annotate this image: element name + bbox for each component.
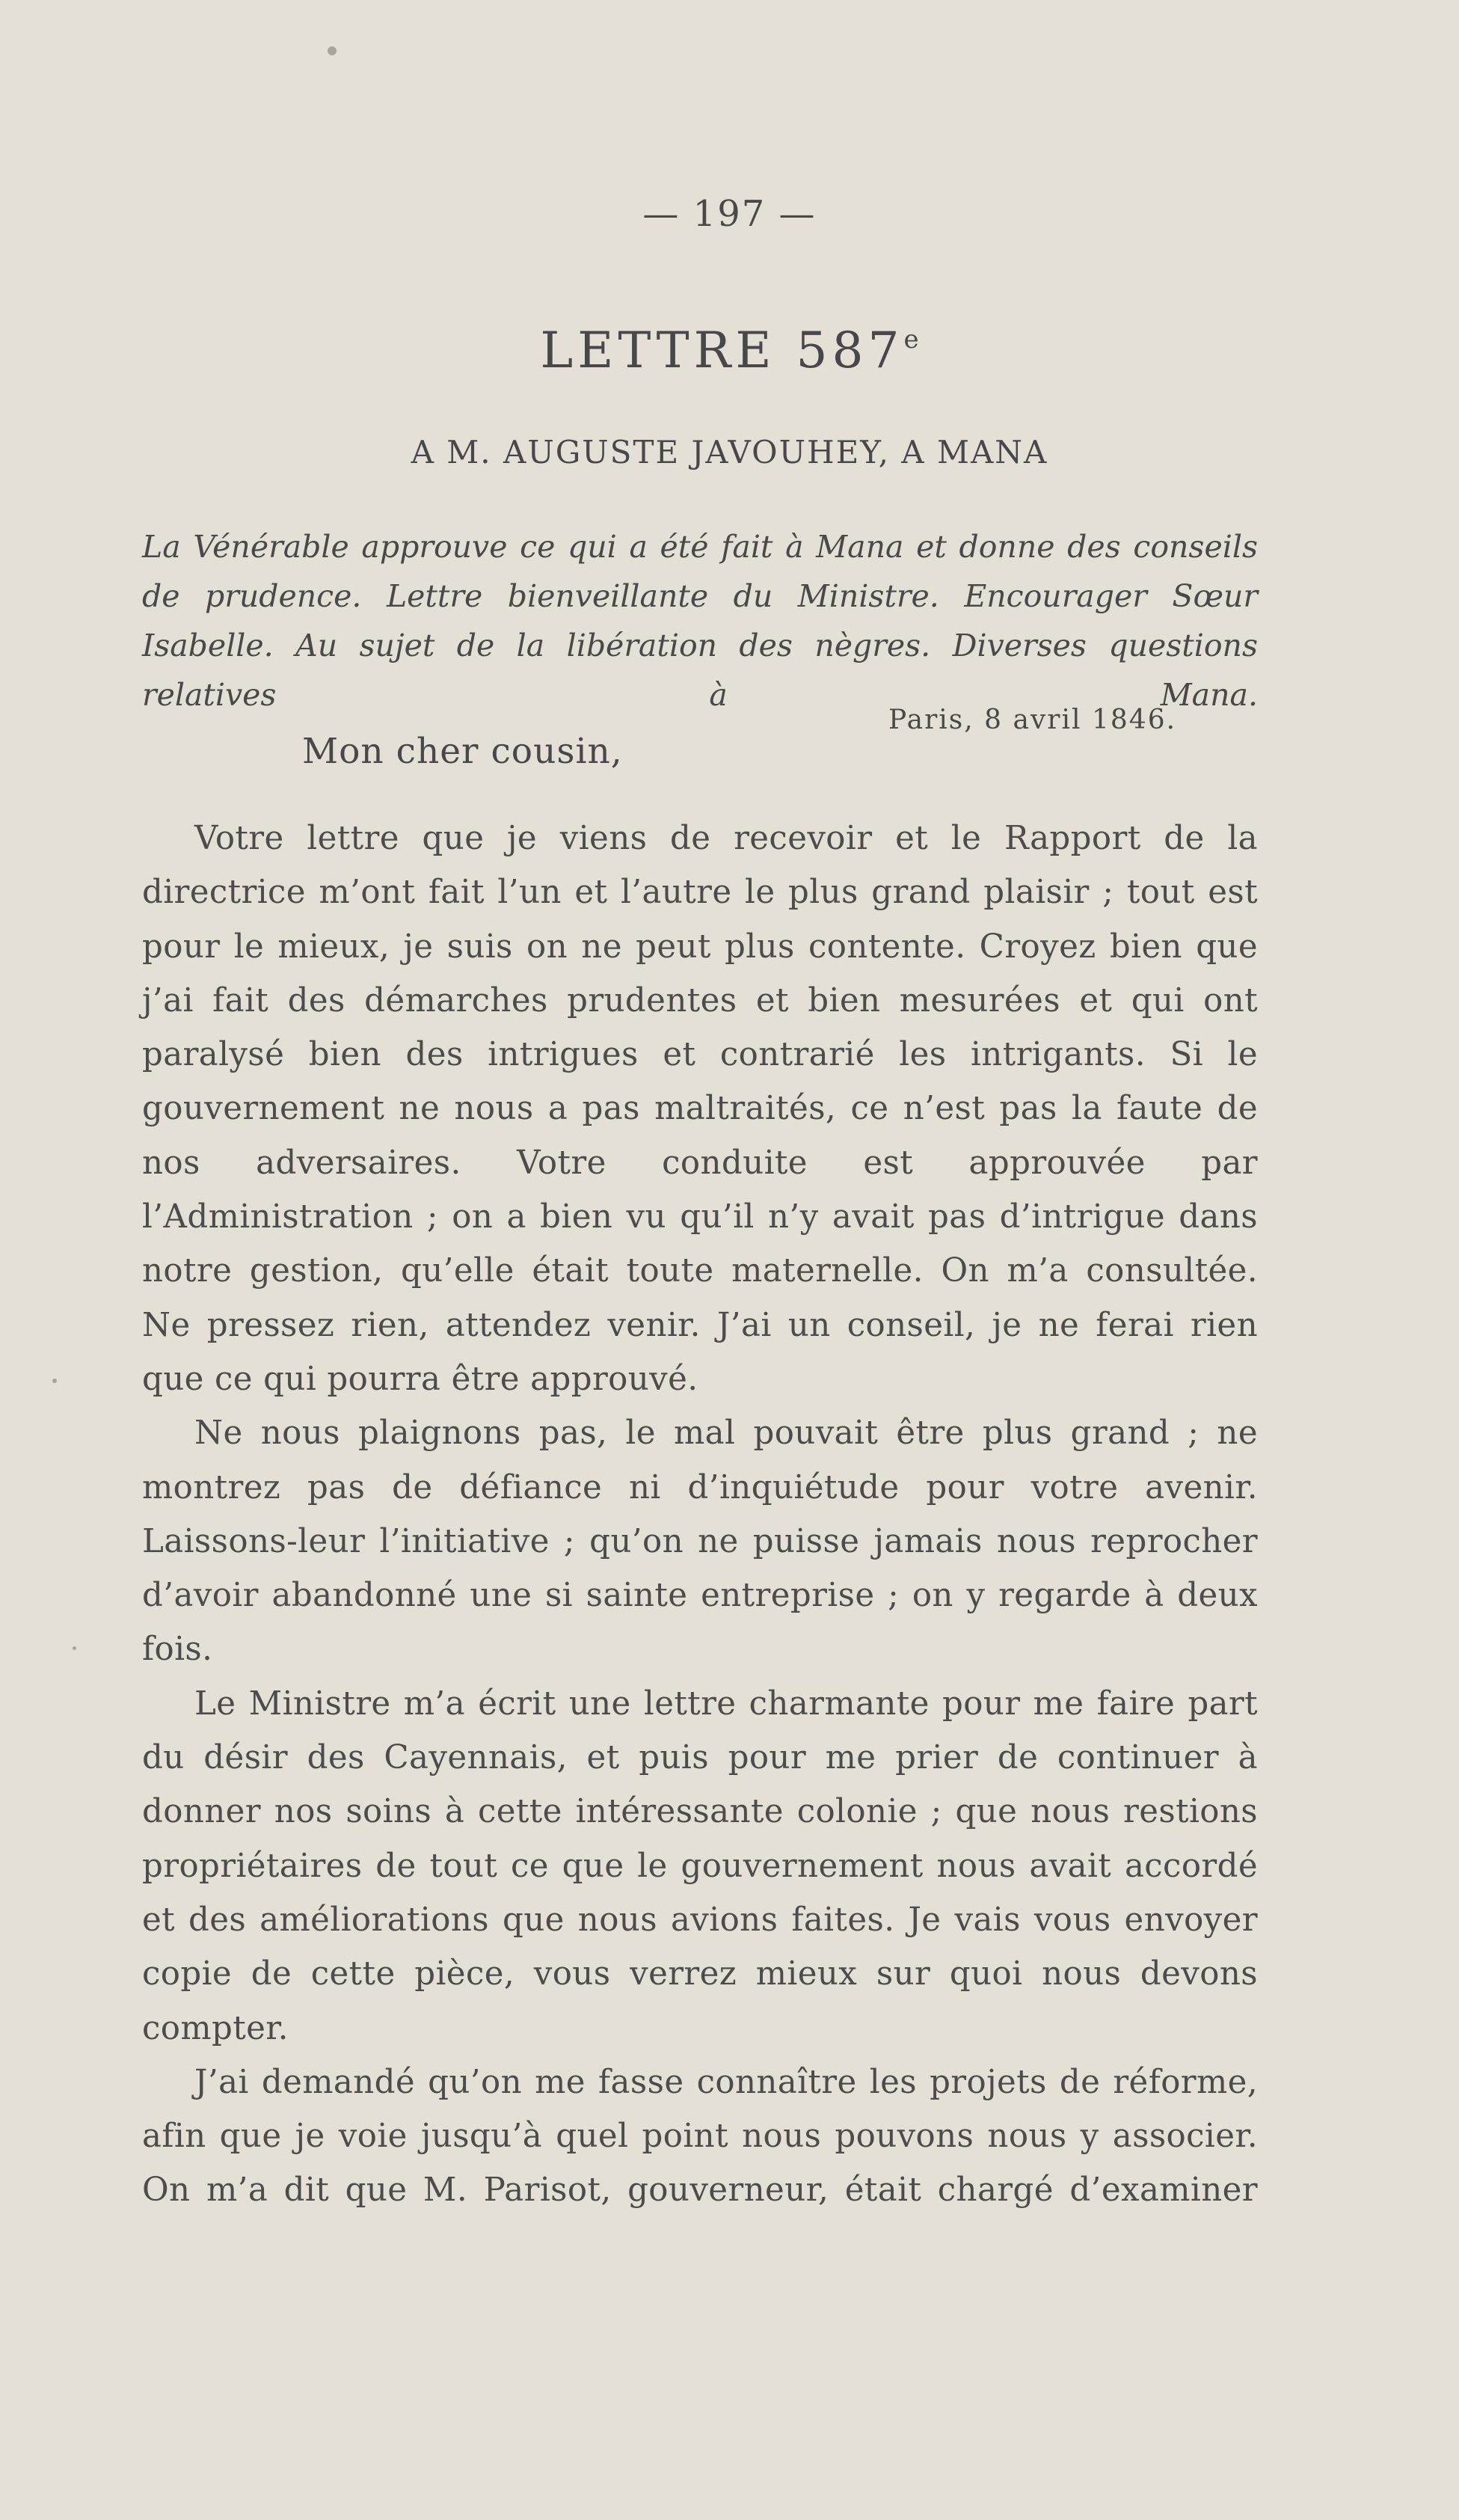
letter-recipient: A M. AUGUSTE JAVOUHEY, A MANA: [411, 434, 1048, 470]
letter-date: Paris, 8 avril 1846.: [888, 705, 1177, 735]
paper-speck: [52, 1379, 57, 1383]
letter-title-suffix: e: [903, 325, 919, 355]
paragraph: J’ai demandé qu’on me fasse connaître les projets de réforme, afin que je voie jusqu’à quel point nous pouvons nous y associer. On m’a dit que M. Parisot, gouverneur, était chargé d’examiner: [142, 2063, 1258, 2210]
paragraph: Votre lettre que je viens de recevoir et le Rapport de la directrice m’ont fait l’un et l’autre le plus grand plaisir ; tout est pour le mieux, je suis on ne peut plus contente. Croyez bien que j’ai fait des démarches prudentes et bien mesurées et qui ont paralysé bien des intrigues et contrarié les intrigants. Si le gouvernement ne nous a pas maltraités, ce n’est pas la faute de nos adversaires. Votre conduite est approuvée par l’Administration ; on a bien vu qu’il n’y avait pas d’intrigue dans notre gestion, qu’elle était toute maternelle. On m’a consultée. Ne pressez rien, attendez venir. J’ai un conseil, je ne ferai rien que ce qui pourra être approuvé.: [142, 820, 1258, 1398]
letter-body: [142, 812, 1258, 2218]
paper-speck: [328, 46, 337, 55]
page-number: — 197 —: [642, 193, 817, 235]
letter-title-text: LETTRE 587: [540, 322, 904, 379]
paper-speck: [73, 1646, 76, 1650]
letter-summary: La Vénérable approuve ce qui a été fait à Mana et donne des conseils de prudence. Lettre bienveillante du Ministre. Encourager Sœur Isabelle. Au sujet de la libération des nègres. Diverses questions relatives à Mana.: [142, 529, 1258, 713]
paragraph: Ne nous plaignons pas, le mal pouvait être plus grand ; ne montrez pas de défiance ni d’inquiétude pour votre avenir. Laissons-leur l’initiative ; qu’on ne puisse jamais nous reprocher d’avoir abandonné une si sainte entreprise ; on y regarde à deux fois.: [142, 1414, 1258, 1669]
paragraph: Le Ministre m’a écrit une lettre charmante pour me faire part du désir des Cayennais, et puis pour me prier de continuer à donner nos soins à cette intéressante colonie ; que nous restions propriétaires de tout ce que le gouvernement nous avait accordé et des améliorations que nous avions faites. Je vais vous envoyer copie de cette pièce, vous verrez mieux sur quoi nous devons compter.: [142, 1684, 1258, 2047]
letter-title: [0, 322, 1459, 379]
salutation: Mon cher cousin,: [302, 731, 623, 772]
